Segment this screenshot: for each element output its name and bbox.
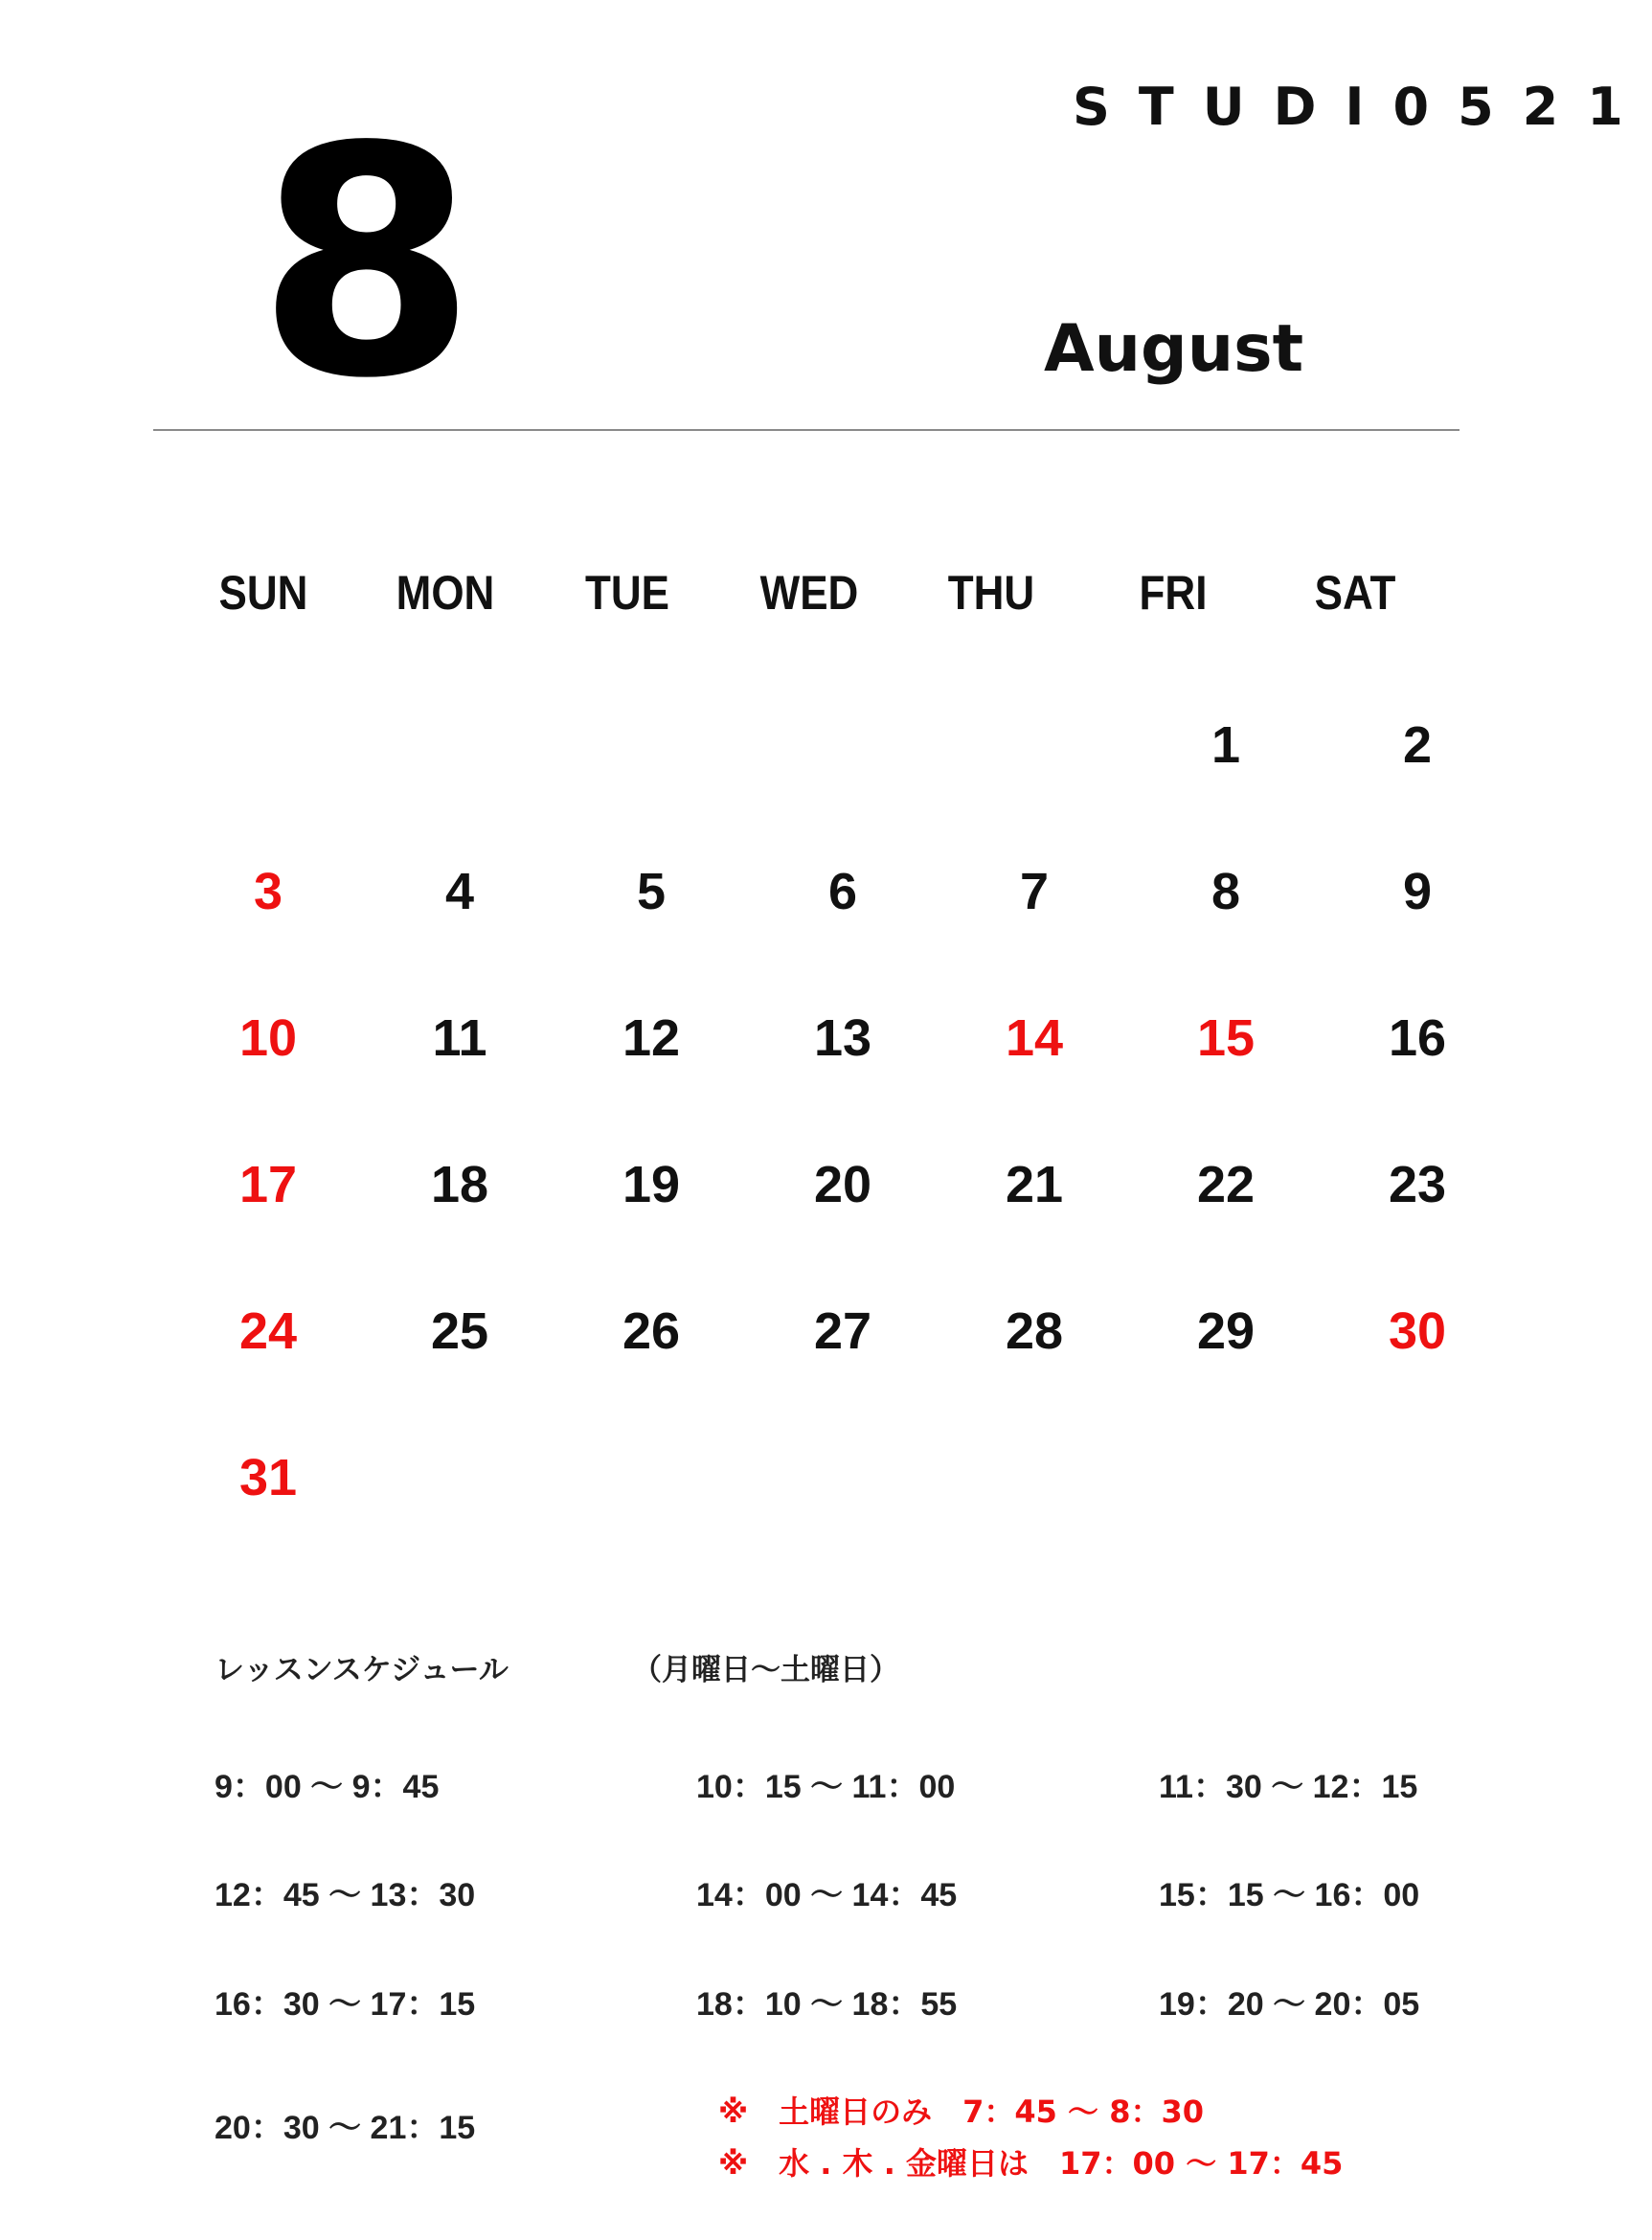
calendar-empty-cell [555, 715, 747, 862]
lesson-slot: 10：15 ～ 11：00 [696, 1769, 956, 1805]
lesson-slot: 11：30 ～ 12：15 [1159, 1769, 1418, 1805]
calendar-day: 31 [238, 1449, 298, 1506]
calendar-day: 16 [1388, 1009, 1447, 1067]
weekday-mon: MON [396, 566, 495, 620]
calendar-day: 20 [813, 1156, 872, 1213]
weekday-thu: THU [947, 566, 1035, 620]
calendar-day: 9 [1402, 863, 1433, 920]
weekday-tue: TUE [585, 566, 669, 620]
calendar-day: 4 [444, 863, 475, 920]
calendar-day: 6 [827, 863, 858, 920]
studio-name: STUDI0521 [1073, 77, 1652, 137]
calendar-week [172, 862, 1513, 1008]
lesson-slot: 18：10 ～ 18：55 [696, 1986, 958, 2023]
month-name: August [1044, 311, 1304, 387]
calendar-day: 22 [1196, 1156, 1256, 1213]
calendar-day: 23 [1388, 1156, 1447, 1213]
header-divider [153, 429, 1460, 431]
calendar-day: 24 [238, 1302, 298, 1360]
calendar-day: 25 [430, 1302, 489, 1360]
weekday-wed: WED [759, 566, 859, 620]
weekday-sun: SUN [218, 566, 308, 620]
calendar-day: 13 [813, 1009, 872, 1067]
lesson-slot: 19：20 ～ 20：05 [1159, 1986, 1420, 2023]
calendar-empty-cell [747, 715, 939, 862]
calendar-week [172, 1448, 1513, 1595]
calendar-empty-cell [747, 1448, 939, 1595]
calendar-day: 2 [1402, 716, 1433, 774]
calendar-week [172, 715, 1513, 862]
calendar-day: 17 [238, 1156, 298, 1213]
calendar-day: 19 [622, 1156, 681, 1213]
lesson-slot: 16：30 ～ 17：15 [215, 1986, 476, 2023]
calendar-empty-cell [939, 715, 1130, 862]
calendar-day: 12 [622, 1009, 681, 1067]
calendar-empty-cell [1322, 1448, 1513, 1595]
calendar-empty-cell [364, 1448, 555, 1595]
calendar-week [172, 1155, 1513, 1301]
lesson-slot: 12：45 ～ 13：30 [215, 1877, 476, 1913]
calendar-day: 8 [1211, 863, 1241, 920]
calendar-day: 3 [253, 863, 283, 920]
weekday-fri: FRI [1139, 566, 1208, 620]
schedule-days: （月曜日～土曜日） [632, 1653, 899, 1687]
calendar-day: 14 [1005, 1009, 1064, 1067]
calendar-empty-cell [1130, 1448, 1322, 1595]
calendar-day: 21 [1005, 1156, 1064, 1213]
calendar-day: 1 [1211, 716, 1241, 774]
calendar-day: 28 [1005, 1302, 1064, 1360]
calendar-empty-cell [364, 715, 555, 862]
calendar-day: 18 [430, 1156, 489, 1213]
lesson-slot: 15：15 ～ 16：00 [1159, 1877, 1420, 1913]
calendar-empty-cell [555, 1448, 747, 1595]
calendar-day: 26 [622, 1302, 681, 1360]
calendar-day: 10 [238, 1009, 298, 1067]
weekday-sat: SAT [1314, 566, 1396, 620]
calendar-day: 5 [636, 863, 667, 920]
lesson-slot: 14：00 ～ 14：45 [696, 1877, 958, 1913]
month-number: 8 [257, 79, 477, 447]
weekday-header-row [172, 565, 1446, 621]
lesson-slot: 9：00 ～ 9：45 [215, 1769, 440, 1805]
calendar-day: 29 [1196, 1302, 1256, 1360]
calendar-week [172, 1301, 1513, 1448]
calendar-day: 11 [432, 1009, 487, 1067]
calendar-empty-cell [172, 715, 364, 862]
calendar-day: 27 [813, 1302, 872, 1360]
calendar-day: 15 [1196, 1009, 1256, 1067]
calendar-empty-cell [939, 1448, 1130, 1595]
calendar-grid [172, 715, 1513, 1595]
schedule-title: レッスンスケジュール [215, 1653, 509, 1687]
lesson-slot: 20：30 ～ 21：15 [215, 2110, 476, 2146]
calendar-week [172, 1008, 1513, 1155]
calendar-day: 30 [1388, 1302, 1447, 1360]
calendar-day: 7 [1019, 863, 1050, 920]
wed-thu-fri-note: ※ 水 . 木 . 金曜日は 17：00 ～ 17：45 [718, 2145, 1344, 2182]
saturday-note: ※ 土曜日のみ 7：45 ～ 8：30 [718, 2093, 1204, 2130]
